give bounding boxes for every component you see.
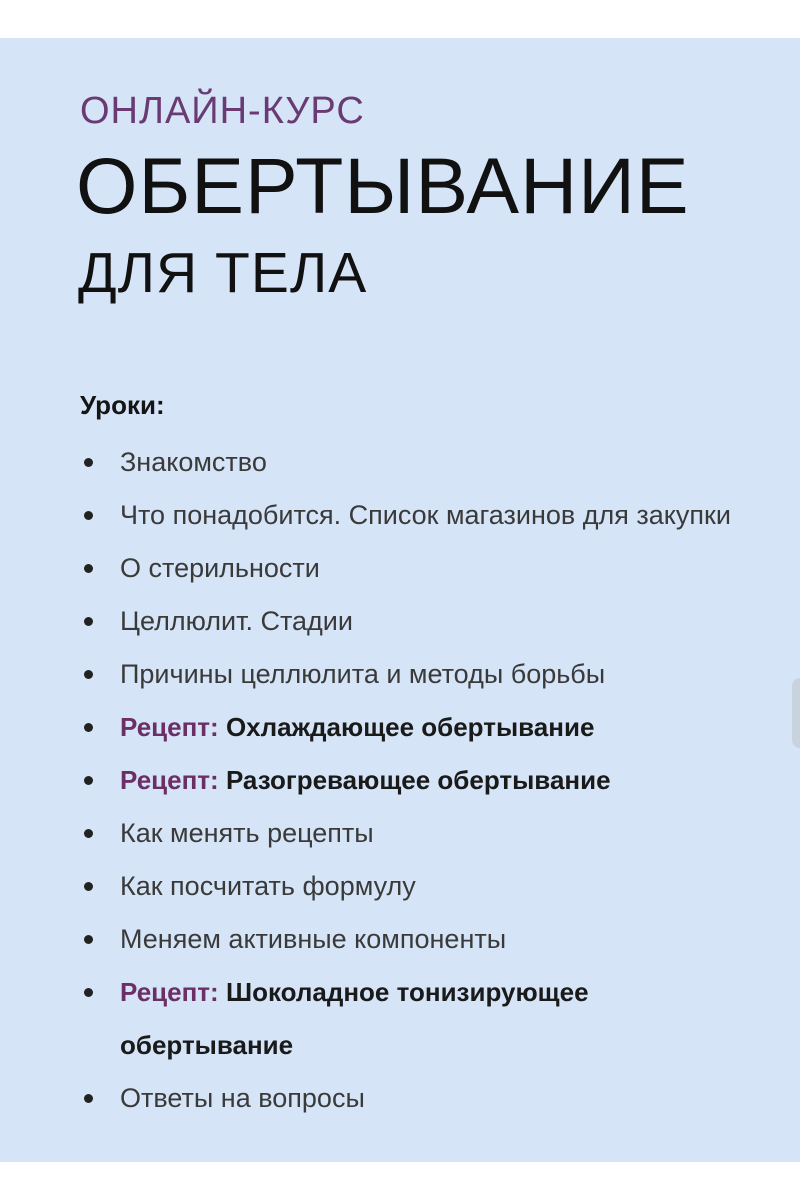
recipe-prefix: Рецепт: (120, 712, 219, 742)
lesson-text: Причины целлюлита и методы борьбы (120, 659, 606, 689)
lesson-text: Знакомство (120, 447, 267, 477)
bullet-icon (84, 935, 93, 944)
bullet-icon (84, 723, 93, 732)
lessons-list (80, 436, 740, 1125)
bullet-icon (84, 776, 93, 785)
lesson-item (80, 595, 740, 648)
bullet-icon (84, 670, 93, 679)
course-card (0, 38, 800, 1162)
course-subtitle: ДЛЯ ТЕЛА (78, 241, 368, 305)
bullet-icon (84, 882, 93, 891)
lesson-text: Что понадобится. Список магазинов для закупки (120, 500, 731, 530)
lesson-item (80, 542, 740, 595)
lesson-item (80, 860, 740, 913)
lesson-item-recipe (80, 754, 740, 807)
bullet-icon (84, 458, 93, 467)
lesson-text: Целлюлит. Стадии (120, 606, 353, 636)
lesson-item-recipe (80, 701, 740, 754)
lesson-text: Шоколадное тонизирующее обертывание (120, 977, 589, 1060)
bullet-icon (84, 829, 93, 838)
lesson-item (80, 436, 740, 489)
bullet-icon (84, 511, 93, 520)
bullet-icon (84, 988, 93, 997)
lesson-text: Ответы на вопросы (120, 1083, 365, 1113)
lesson-text: Меняем активные компоненты (120, 924, 507, 954)
lesson-text: Как посчитать формулу (120, 871, 416, 901)
recipe-prefix: Рецепт: (120, 765, 219, 795)
lesson-item (80, 648, 740, 701)
lesson-text: Охлаждающее обертывание (225, 712, 595, 742)
lesson-item-recipe (80, 966, 740, 1072)
side-scroll-handle[interactable] (792, 678, 800, 748)
lesson-text: О стерильности (120, 553, 320, 583)
lesson-text: Как менять рецепты (120, 818, 374, 848)
lesson-item (80, 489, 740, 542)
bullet-icon (84, 617, 93, 626)
bullet-icon (84, 564, 93, 573)
lessons-label: Уроки: (80, 390, 165, 420)
recipe-prefix: Рецепт: (120, 977, 219, 1007)
lesson-item (80, 913, 740, 966)
course-title: ОБЕРТЫВАНИЕ (76, 141, 690, 230)
bullet-icon (84, 1094, 93, 1103)
course-kicker: ОНЛАЙН-КУРС (80, 90, 365, 132)
lesson-item (80, 807, 740, 860)
lesson-text: Разогревающее обертывание (225, 765, 611, 795)
lesson-item (80, 1072, 740, 1125)
